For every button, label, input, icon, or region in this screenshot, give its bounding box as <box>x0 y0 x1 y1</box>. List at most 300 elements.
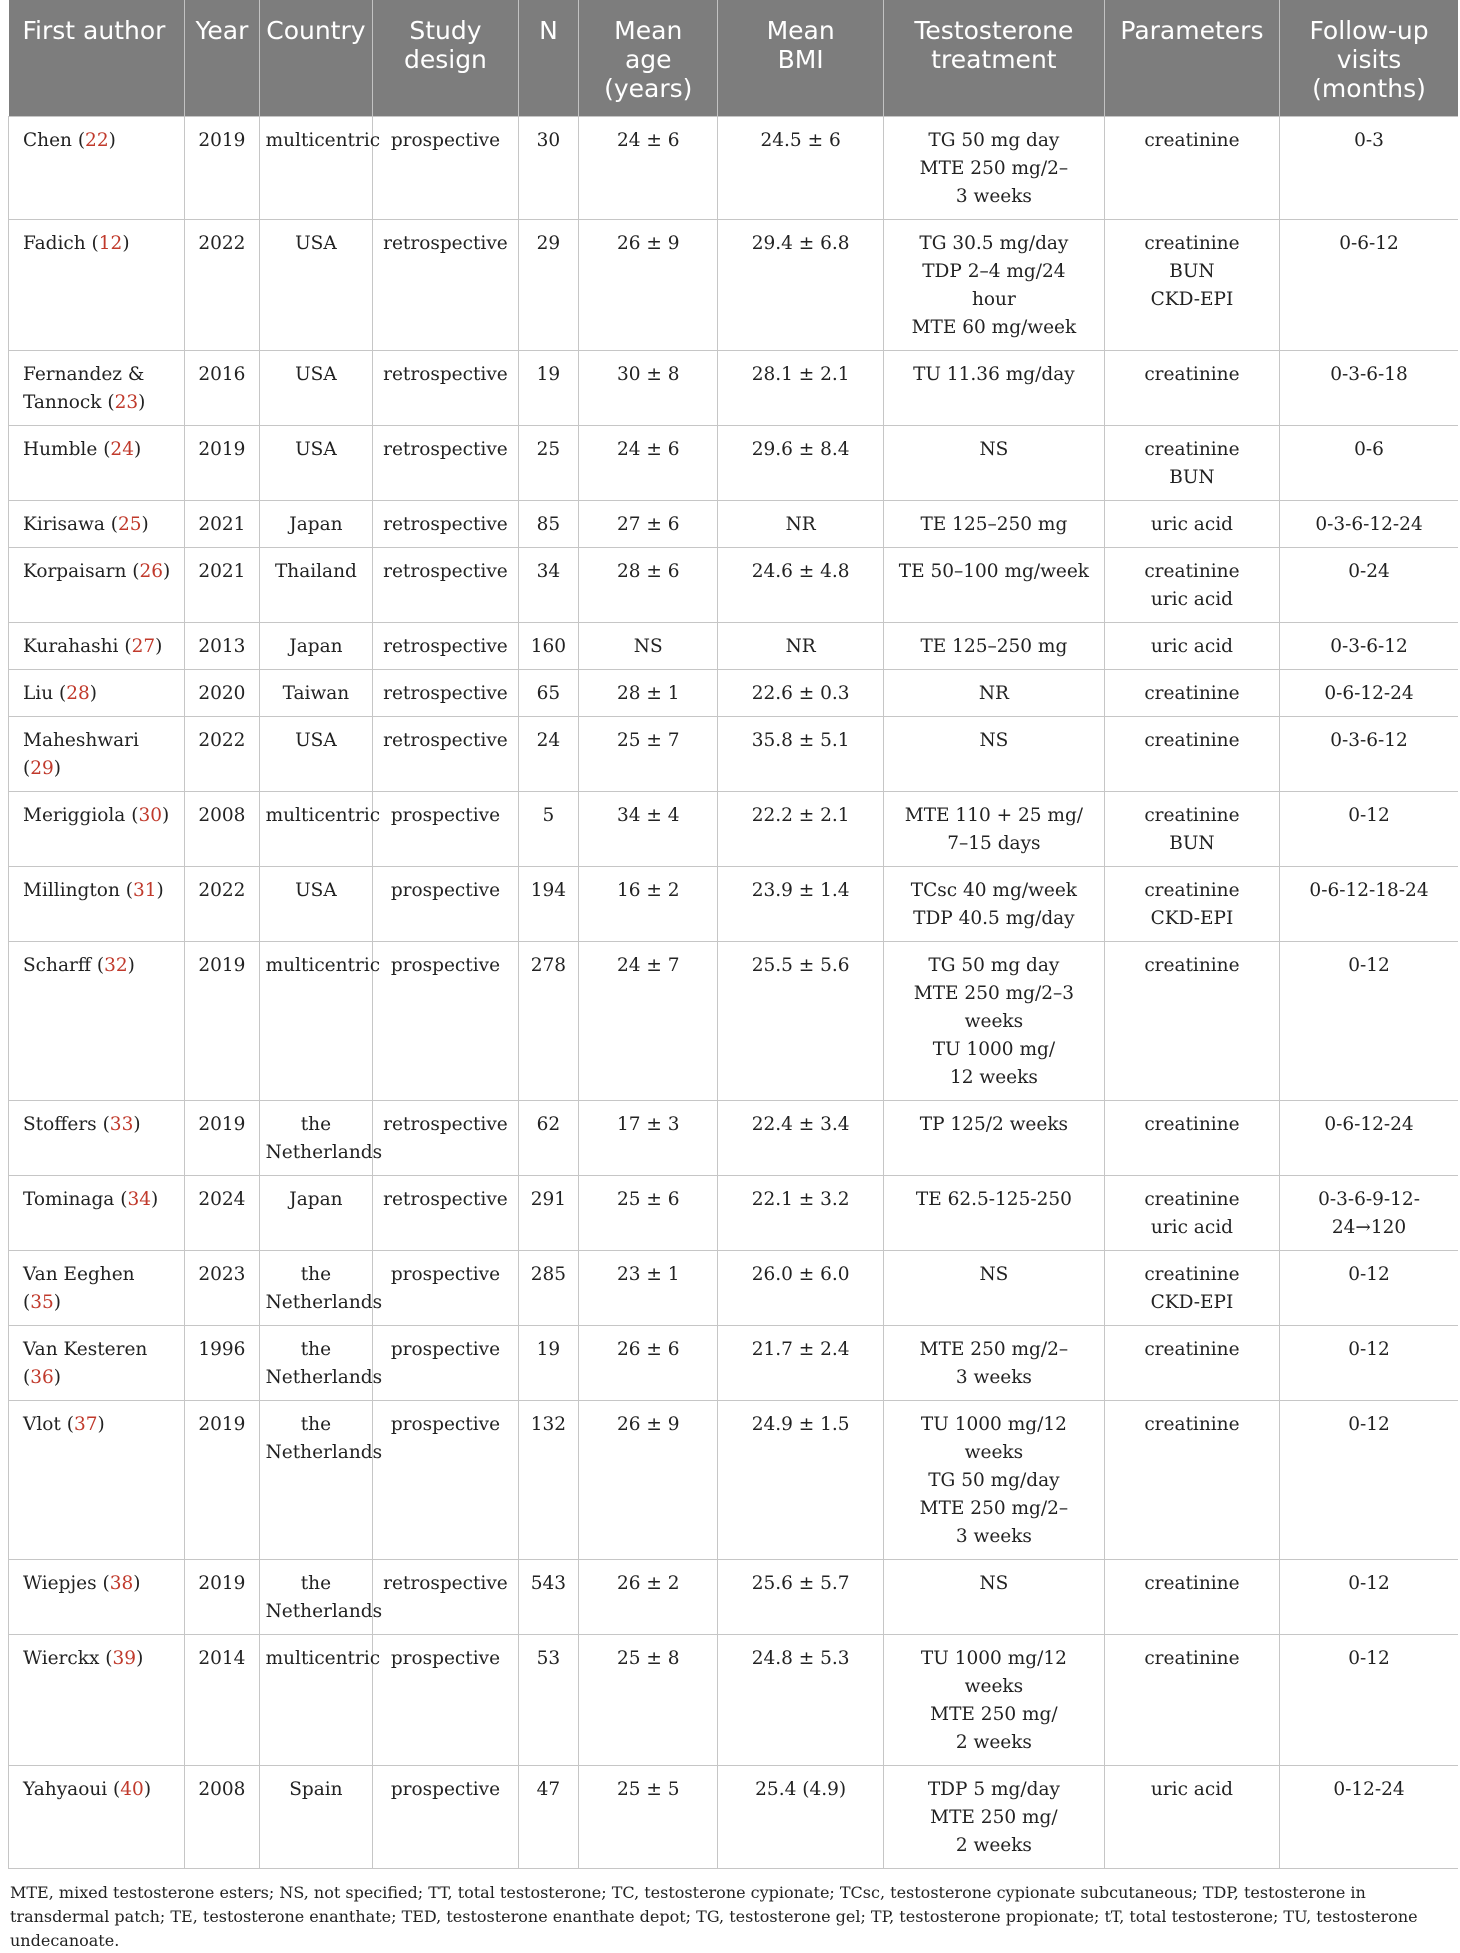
parameters-line: BUN <box>1169 833 1215 854</box>
treatment-line: NR <box>978 683 1009 704</box>
study-design-cell: retrospective <box>373 670 518 717</box>
mean-bmi-cell: 24.5 ± 6 <box>718 117 884 220</box>
author-name: Yahyaoui <box>23 1779 108 1800</box>
follow-up-cell: 0-6-12-18-24 <box>1280 867 1458 942</box>
follow-up-cell: 0-12-24 <box>1280 1766 1458 1869</box>
parameters-line: creatinine <box>1144 683 1240 704</box>
parameters-line: creatinine <box>1144 1648 1240 1669</box>
header-line: design <box>403 45 487 74</box>
header-line: Study <box>409 16 482 45</box>
follow-up-cell: 0-12 <box>1280 1635 1458 1766</box>
parameters-cell <box>1104 1251 1279 1326</box>
sample-size-cell: 24 <box>518 717 579 792</box>
parameters-line: uric acid <box>1150 1779 1233 1800</box>
author-name: Van Kesteren <box>23 1339 148 1360</box>
table-row <box>9 117 1459 220</box>
study-design-cell: retrospective <box>373 1176 518 1251</box>
treatment-line: TE 62.5-125-250 <box>915 1189 1072 1210</box>
treatment-cell <box>883 220 1104 351</box>
treatment-cell <box>883 1401 1104 1560</box>
follow-up-cell: 0-12 <box>1280 1251 1458 1326</box>
year-cell: 2019 <box>185 1560 259 1635</box>
header-line: Mean <box>766 16 835 45</box>
treatment-line: 12 weeks <box>949 1067 1038 1088</box>
treatment-line: MTE 250 mg/ <box>930 1807 1058 1828</box>
author-name: Liu <box>23 683 54 704</box>
mean-bmi-cell: 22.1 ± 3.2 <box>718 1176 884 1251</box>
year-cell: 2020 <box>185 670 259 717</box>
treatment-line: NS <box>979 730 1009 751</box>
treatment-cell <box>883 1560 1104 1635</box>
parameters-line: creatinine <box>1144 233 1240 254</box>
studies-table <box>8 0 1458 1869</box>
mean-bmi-cell: 22.4 ± 3.4 <box>718 1101 884 1176</box>
parameters-cell <box>1104 220 1279 351</box>
author-cell: Kurahashi (27) <box>9 623 185 670</box>
treatment-line: NS <box>979 1264 1009 1285</box>
parameters-cell <box>1104 942 1279 1101</box>
table-body <box>9 117 1459 1869</box>
column-header-country <box>259 0 373 117</box>
follow-up-cell: 0-6-12 <box>1280 220 1458 351</box>
author-cell: Liu (28) <box>9 670 185 717</box>
header-line: Parameters <box>1120 16 1264 45</box>
header-line: N <box>539 16 558 45</box>
reference-link[interactable]: 33 <box>109 1114 134 1135</box>
author-name: Maheshwari <box>23 730 139 751</box>
year-cell: 2019 <box>185 942 259 1101</box>
study-table-container <box>8 0 1458 1953</box>
author-cell: Korpaisarn (26) <box>9 548 185 623</box>
parameters-cell <box>1104 670 1279 717</box>
sample-size-cell: 194 <box>518 867 579 942</box>
study-design-cell: retrospective <box>373 548 518 623</box>
treatment-cell <box>883 117 1104 220</box>
study-design-cell: retrospective <box>373 623 518 670</box>
treatment-line: TP 125/2 weeks <box>919 1114 1069 1135</box>
parameters-cell <box>1104 1560 1279 1635</box>
year-cell: 2022 <box>185 220 259 351</box>
mean-bmi-cell: 25.5 ± 5.6 <box>718 942 884 1101</box>
study-design-cell: prospective <box>373 1766 518 1869</box>
treatment-line: hour <box>971 289 1016 310</box>
parameters-line: CKD-EPI <box>1150 1292 1234 1313</box>
author-name: Kirisawa <box>23 514 105 535</box>
mean-age-cell: 24 ± 6 <box>579 426 718 501</box>
author-cell: Wiepjes (38) <box>9 1560 185 1635</box>
sample-size-cell: 19 <box>518 351 579 426</box>
study-design-cell: retrospective <box>373 220 518 351</box>
table-row <box>9 1176 1459 1251</box>
sample-size-cell: 53 <box>518 1635 579 1766</box>
mean-age-cell: 26 ± 6 <box>579 1326 718 1401</box>
parameters-line: creatinine <box>1144 1264 1240 1285</box>
table-row <box>9 426 1459 501</box>
treatment-line: TU 1000 mg/ <box>932 1039 1056 1060</box>
table-row <box>9 623 1459 670</box>
treatment-line: TE 125–250 mg <box>920 636 1068 657</box>
reference-link[interactable]: 24 <box>110 439 134 460</box>
parameters-cell <box>1104 1766 1279 1869</box>
parameters-cell <box>1104 623 1279 670</box>
treatment-cell <box>883 1766 1104 1869</box>
treatment-line: TCsc 40 mg/week <box>910 880 1077 901</box>
reference-link[interactable]: 23 <box>114 392 139 413</box>
parameters-line: creatinine <box>1144 1414 1240 1435</box>
author-cell: Meriggiola (30) <box>9 792 185 867</box>
follow-up-cell: 0-12 <box>1280 1401 1458 1560</box>
parameters-line: creatinine <box>1144 130 1240 151</box>
year-cell: 2016 <box>185 351 259 426</box>
study-design-cell: retrospective <box>373 351 518 426</box>
treatment-cell <box>883 867 1104 942</box>
parameters-line: creatinine <box>1144 364 1240 385</box>
sample-size-cell: 278 <box>518 942 579 1101</box>
parameters-line: creatinine <box>1144 730 1240 751</box>
author-name: Van Eeghen <box>23 1264 135 1285</box>
parameters-line: creatinine <box>1144 439 1240 460</box>
header-line: Follow-up <box>1309 16 1429 45</box>
year-cell: 2023 <box>185 1251 259 1326</box>
sample-size-cell: 29 <box>518 220 579 351</box>
mean-bmi-cell: 22.6 ± 0.3 <box>718 670 884 717</box>
parameters-line: creatinine <box>1144 955 1240 976</box>
parameters-cell <box>1104 867 1279 942</box>
follow-up-cell: 0-3-6-12 <box>1280 623 1458 670</box>
sample-size-cell: 19 <box>518 1326 579 1401</box>
sample-size-cell: 285 <box>518 1251 579 1326</box>
country-cell: Spain <box>259 1766 373 1869</box>
treatment-line: MTE 60 mg/week <box>911 317 1077 338</box>
year-cell: 2024 <box>185 1176 259 1251</box>
parameters-cell <box>1104 501 1279 548</box>
treatment-line: weeks <box>964 1676 1024 1697</box>
treatment-line: MTE 250 mg/2– <box>919 158 1069 179</box>
reference-link[interactable]: 25 <box>118 514 142 535</box>
reference-link[interactable]: 38 <box>109 1573 134 1594</box>
header-line: Testosterone <box>914 16 1074 45</box>
sample-size-cell: 85 <box>518 501 579 548</box>
study-design-cell: prospective <box>373 792 518 867</box>
table-row <box>9 1326 1459 1401</box>
parameters-line: creatinine <box>1144 880 1240 901</box>
country-cell: Japan <box>259 1176 373 1251</box>
header-line: (years) <box>604 74 693 103</box>
treatment-line: TU 11.36 mg/day <box>913 364 1075 385</box>
sample-size-cell: 160 <box>518 623 579 670</box>
follow-up-cell: 0-12 <box>1280 1560 1458 1635</box>
study-design-cell: retrospective <box>373 717 518 792</box>
treatment-line: 7–15 days <box>947 833 1041 854</box>
mean-bmi-cell: 25.4 (4.9) <box>718 1766 884 1869</box>
reference-link[interactable]: 34 <box>127 1189 151 1210</box>
parameters-line: BUN <box>1169 467 1215 488</box>
year-cell: 2019 <box>185 117 259 220</box>
mean-age-cell: 23 ± 1 <box>579 1251 718 1326</box>
follow-up-cell: 0-12 <box>1280 792 1458 867</box>
year-cell: 2022 <box>185 717 259 792</box>
author-name: Vlot <box>23 1414 61 1435</box>
author-cell: Humble (24) <box>9 426 185 501</box>
country-cell: multicentric <box>259 117 373 220</box>
follow-up-cell: 0-6-12-24 <box>1280 1101 1458 1176</box>
header-line: Year <box>195 16 249 45</box>
study-design-cell: retrospective <box>373 1101 518 1176</box>
treatment-cell <box>883 1176 1104 1251</box>
header-line: First author <box>22 16 166 45</box>
country-cell: Japan <box>259 501 373 548</box>
author-name: Tominaga <box>23 1189 115 1210</box>
treatment-line: TU 1000 mg/12 <box>920 1414 1067 1435</box>
column-header-mean-bmi <box>718 0 884 117</box>
sample-size-cell: 30 <box>518 117 579 220</box>
sample-size-cell: 132 <box>518 1401 579 1560</box>
table-row <box>9 717 1459 792</box>
mean-age-cell: 24 ± 7 <box>579 942 718 1101</box>
author-cell: Stoffers (33) <box>9 1101 185 1176</box>
author-name: Stoffers <box>23 1114 97 1135</box>
header-line: visits (months) <box>1312 45 1426 103</box>
author-name: Wierckx <box>23 1648 100 1669</box>
year-cell: 2013 <box>185 623 259 670</box>
parameters-cell <box>1104 1101 1279 1176</box>
mean-age-cell: 17 ± 3 <box>579 1101 718 1176</box>
author-name: Scharff <box>23 955 91 976</box>
follow-up-cell: 0-12 <box>1280 942 1458 1101</box>
parameters-line: uric acid <box>1150 514 1233 535</box>
author-cell: Vlot (37) <box>9 1401 185 1560</box>
author-name: Kurahashi <box>23 636 119 657</box>
reference-link[interactable]: 12 <box>98 233 123 254</box>
study-design-cell: prospective <box>373 1326 518 1401</box>
sample-size-cell: 291 <box>518 1176 579 1251</box>
treatment-cell <box>883 623 1104 670</box>
reference-link[interactable]: 37 <box>73 1414 98 1435</box>
mean-age-cell: 25 ± 8 <box>579 1635 718 1766</box>
treatment-line: NS <box>979 1573 1009 1594</box>
treatment-cell <box>883 1635 1104 1766</box>
treatment-line: TDP 5 mg/day <box>927 1779 1060 1800</box>
mean-bmi-cell: 29.6 ± 8.4 <box>718 426 884 501</box>
reference-link[interactable]: 29 <box>30 758 54 779</box>
treatment-line: TDP 2–4 mg/24 <box>922 261 1066 282</box>
mean-bmi-cell: 21.7 ± 2.4 <box>718 1326 884 1401</box>
country-cell: Thailand <box>259 548 373 623</box>
treatment-cell <box>883 792 1104 867</box>
treatment-line: TU 1000 mg/12 <box>920 1648 1067 1669</box>
mean-bmi-cell: 24.8 ± 5.3 <box>718 1635 884 1766</box>
mean-bmi-cell: NR <box>718 623 884 670</box>
header-line: treatment <box>931 45 1057 74</box>
study-design-cell: retrospective <box>373 426 518 501</box>
table-footnote: MTE, mixed testosterone esters; NS, not specified; TT, total testosterone; TC, testosterone cypionate; TCsc, testosterone cypionate subcutaneous; TDP, testosterone in transdermal patch; TE, testosterone enanthate; TED, testosterone enanthate depot; TG, testosterone gel; TP, testosterone propionate; tT, total testosterone; TU, testosterone undecanoate. <box>10 1883 1418 1950</box>
parameters-line: creatinine <box>1144 1114 1240 1135</box>
study-design-cell: retrospective <box>373 1560 518 1635</box>
column-header-n <box>518 0 579 117</box>
sample-size-cell: 62 <box>518 1101 579 1176</box>
table-header-row <box>9 0 1459 117</box>
country-cell: the Netherlands <box>259 1560 373 1635</box>
header-line: Mean <box>614 16 683 45</box>
table-row <box>9 670 1459 717</box>
country-cell: multicentric <box>259 942 373 1101</box>
treatment-line: 2 weeks <box>955 1835 1032 1856</box>
parameters-line: creatinine <box>1144 1189 1240 1210</box>
year-cell: 2008 <box>185 1766 259 1869</box>
author-name: Humble <box>23 439 98 460</box>
reference-link[interactable]: 27 <box>131 636 156 657</box>
mean-bmi-cell: 25.6 ± 5.7 <box>718 1560 884 1635</box>
column-header-parameters <box>1104 0 1279 117</box>
parameters-line: creatinine <box>1144 561 1240 582</box>
reference-link[interactable]: 30 <box>138 805 162 826</box>
author-name: Meriggiola <box>23 805 126 826</box>
parameters-cell <box>1104 792 1279 867</box>
study-design-cell: prospective <box>373 942 518 1101</box>
author-cell: Chen (22) <box>9 117 185 220</box>
reference-link[interactable]: 26 <box>139 561 164 582</box>
table-row <box>9 351 1459 426</box>
mean-bmi-cell: 24.9 ± 1.5 <box>718 1401 884 1560</box>
mean-bmi-cell: 23.9 ± 1.4 <box>718 867 884 942</box>
parameters-cell <box>1104 548 1279 623</box>
sample-size-cell: 34 <box>518 548 579 623</box>
mean-age-cell: 24 ± 6 <box>579 117 718 220</box>
study-design-cell: prospective <box>373 1401 518 1560</box>
year-cell: 2019 <box>185 1401 259 1560</box>
header-line: BMI <box>777 45 824 74</box>
author-cell: Kirisawa (25) <box>9 501 185 548</box>
mean-bmi-cell: 24.6 ± 4.8 <box>718 548 884 623</box>
mean-bmi-cell: 28.1 ± 2.1 <box>718 351 884 426</box>
mean-age-cell: 25 ± 5 <box>579 1766 718 1869</box>
treatment-line: MTE 110 + 25 mg/ <box>904 805 1084 826</box>
country-cell: Taiwan <box>259 670 373 717</box>
author-cell: Van Kesteren (36) <box>9 1326 185 1401</box>
treatment-line: weeks <box>964 1011 1024 1032</box>
author-cell: Yahyaoui (40) <box>9 1766 185 1869</box>
treatment-line: MTE 250 mg/2–3 <box>913 983 1075 1004</box>
author-cell: Van Eeghen (35) <box>9 1251 185 1326</box>
table-row <box>9 1560 1459 1635</box>
column-header-year <box>185 0 259 117</box>
column-header-first-author <box>9 0 185 117</box>
follow-up-cell: 0-24 <box>1280 548 1458 623</box>
author-cell: Scharff (32) <box>9 942 185 1101</box>
treatment-cell <box>883 1326 1104 1401</box>
year-cell: 2008 <box>185 792 259 867</box>
parameters-line: uric acid <box>1150 1217 1233 1238</box>
reference-link[interactable]: 39 <box>112 1648 137 1669</box>
reference-link[interactable]: 35 <box>30 1292 54 1313</box>
parameters-line: creatinine <box>1144 1339 1240 1360</box>
column-header-mean-age <box>579 0 718 117</box>
parameters-line: uric acid <box>1150 636 1233 657</box>
study-design-cell: prospective <box>373 1251 518 1326</box>
study-design-cell: retrospective <box>373 501 518 548</box>
treatment-cell <box>883 717 1104 792</box>
author-cell: Wierckx (39) <box>9 1635 185 1766</box>
table-row <box>9 501 1459 548</box>
sample-size-cell: 47 <box>518 1766 579 1869</box>
table-row <box>9 548 1459 623</box>
sample-size-cell: 5 <box>518 792 579 867</box>
mean-age-cell: 26 ± 9 <box>579 1401 718 1560</box>
treatment-cell <box>883 670 1104 717</box>
study-design-cell: prospective <box>373 117 518 220</box>
reference-link[interactable]: 31 <box>132 880 157 901</box>
follow-up-cell: 0-3-6-9-12-24→120 <box>1280 1176 1458 1251</box>
author-name: Wiepjes <box>23 1573 97 1594</box>
author-name: Fernandez & Tannock <box>23 364 145 413</box>
treatment-line: TG 30.5 mg/day <box>919 233 1069 254</box>
table-row <box>9 792 1459 867</box>
year-cell: 2019 <box>185 426 259 501</box>
follow-up-cell: 0-3-6-12-24 <box>1280 501 1458 548</box>
mean-bmi-cell: 35.8 ± 5.1 <box>718 717 884 792</box>
year-cell: 2021 <box>185 548 259 623</box>
column-header-testosterone-treatment <box>883 0 1104 117</box>
year-cell: 1996 <box>185 1326 259 1401</box>
table-row <box>9 1635 1459 1766</box>
treatment-line: MTE 250 mg/ <box>930 1704 1058 1725</box>
author-cell: Millington (31) <box>9 867 185 942</box>
treatment-line: 3 weeks <box>955 1367 1032 1388</box>
study-design-cell: prospective <box>373 867 518 942</box>
parameters-line: CKD-EPI <box>1150 289 1234 310</box>
table-row <box>9 942 1459 1101</box>
reference-link[interactable]: 22 <box>85 130 109 151</box>
treatment-line: TG 50 mg day <box>928 130 1060 151</box>
country-cell: USA <box>259 717 373 792</box>
mean-age-cell: 25 ± 6 <box>579 1176 718 1251</box>
treatment-line: MTE 250 mg/2– <box>919 1498 1069 1519</box>
country-cell: the Netherlands <box>259 1251 373 1326</box>
country-cell: the Netherlands <box>259 1101 373 1176</box>
sample-size-cell: 25 <box>518 426 579 501</box>
country-cell: the Netherlands <box>259 1326 373 1401</box>
parameters-cell <box>1104 117 1279 220</box>
treatment-line: TE 50–100 mg/week <box>898 561 1090 582</box>
parameters-cell <box>1104 426 1279 501</box>
mean-age-cell: 34 ± 4 <box>579 792 718 867</box>
reference-link[interactable]: 36 <box>30 1367 54 1388</box>
reference-link[interactable]: 40 <box>120 1779 144 1800</box>
year-cell: 2019 <box>185 1101 259 1176</box>
treatment-cell <box>883 426 1104 501</box>
mean-age-cell: 26 ± 2 <box>579 1560 718 1635</box>
mean-bmi-cell: NR <box>718 501 884 548</box>
reference-link[interactable]: 28 <box>66 683 90 704</box>
parameters-line: uric acid <box>1150 589 1233 610</box>
reference-link[interactable]: 32 <box>104 955 128 976</box>
treatment-line: 3 weeks <box>955 186 1032 207</box>
follow-up-cell: 0-3-6-18 <box>1280 351 1458 426</box>
parameters-line: creatinine <box>1144 1573 1240 1594</box>
follow-up-cell: 0-6 <box>1280 426 1458 501</box>
treatment-cell <box>883 548 1104 623</box>
country-cell: multicentric <box>259 1635 373 1766</box>
treatment-line: 3 weeks <box>955 1526 1032 1547</box>
treatment-line: TE 125–250 mg <box>920 514 1068 535</box>
author-cell: Fadich (12) <box>9 220 185 351</box>
parameters-cell <box>1104 1176 1279 1251</box>
header-line: age <box>624 45 672 74</box>
parameters-cell <box>1104 717 1279 792</box>
mean-age-cell: 30 ± 8 <box>579 351 718 426</box>
column-header-study-design <box>373 0 518 117</box>
mean-age-cell: 27 ± 6 <box>579 501 718 548</box>
